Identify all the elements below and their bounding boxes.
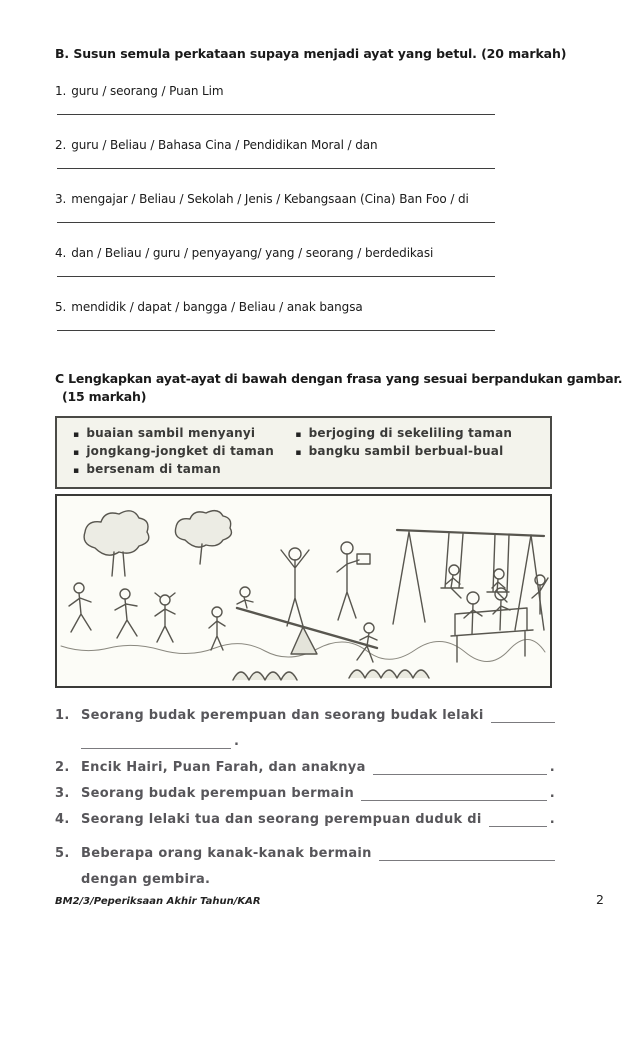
answer-blank (489, 812, 547, 827)
section-b-heading: B. Susun semula perkataan supaya menjadi ayat yang betul. (20 markah) (55, 46, 567, 61)
question-text: Seorang lelaki tua dan seorang perempuan duduk di (81, 812, 482, 827)
question-period: . (549, 760, 555, 775)
answer-blank (81, 734, 231, 749)
answer-line (57, 222, 495, 223)
bullet-icon: ▪ (73, 466, 80, 476)
answer-line (57, 114, 495, 115)
section-b-item-5 (55, 300, 587, 314)
bullet-icon: ▪ (295, 430, 302, 440)
section-b-item-3 (55, 192, 587, 206)
question-number: 2. (55, 760, 70, 775)
bullet-icon: ▪ (295, 448, 302, 458)
question-number: 4. (55, 812, 70, 827)
bullet-icon: ▪ (73, 430, 80, 440)
section-b-item-2 (55, 138, 587, 152)
question-tail-text: dengan gembira. (81, 872, 211, 887)
park-scene-svg (57, 496, 550, 686)
phrase-column-right (295, 425, 546, 479)
question-text: Beberapa orang kanak-kanak bermain (81, 846, 372, 861)
section-c-heading-line1: C Lengkapkan ayat-ayat di bawah dengan frasa yang sesuai berpandukan gambar. (55, 371, 623, 386)
phrase-text: bangku sambil berbual-bual (308, 444, 504, 458)
question-number: 1. (55, 708, 70, 723)
item-number: 3. (55, 192, 67, 206)
phrase-item (73, 461, 295, 479)
page-number: 2 (596, 892, 604, 907)
phrase-text: bersenam di taman (86, 462, 221, 476)
question-5 (55, 846, 555, 861)
page-content (55, 46, 623, 887)
question-period: . (549, 786, 555, 801)
question-number: 5. (55, 846, 70, 861)
phrase-text: jongkang-jongket di taman (86, 444, 275, 458)
question-number: 3. (55, 786, 70, 801)
phrase-column-left (73, 425, 295, 479)
question-period: . (234, 734, 240, 749)
item-text: guru / seorang / Puan Lim (71, 84, 224, 98)
section-c-heading (55, 371, 623, 404)
answer-blank (373, 760, 547, 775)
answer-blank (361, 786, 547, 801)
phrase-box (55, 416, 552, 489)
phrase-item (295, 425, 546, 443)
bullet-icon: ▪ (73, 448, 80, 458)
question-period: . (549, 812, 555, 827)
phrase-item (73, 443, 295, 461)
answer-blank (491, 708, 555, 723)
item-text: mengajar / Beliau / Sekolah / Jenis / Kebangsaan (Cina) Ban Foo / di (71, 192, 469, 206)
question-4 (55, 812, 555, 827)
phrase-text: buaian sambil menyanyi (86, 426, 256, 440)
item-number: 2. (55, 138, 67, 152)
question-text: Seorang budak perempuan dan seorang budak lelaki (81, 708, 484, 723)
question-2 (55, 760, 555, 775)
item-text: guru / Beliau / Bahasa Cina / Pendidikan Moral / dan (71, 138, 378, 152)
section-b-item-1 (55, 84, 587, 98)
item-number: 1. (55, 84, 67, 98)
question-text: Seorang budak perempuan bermain (81, 786, 355, 801)
item-text: dan / Beliau / guru / penyayang/ yang / seorang / berdedikasi (71, 246, 434, 260)
phrase-item (73, 425, 295, 443)
question-1 (55, 708, 555, 723)
page-footer (55, 892, 604, 907)
question-text: Encik Hairi, Puan Farah, dan anaknya (81, 760, 366, 775)
phrase-text: berjoging di sekeliling taman (308, 426, 513, 440)
phrase-item (295, 443, 546, 461)
question-1-continuation (81, 734, 555, 749)
question-3 (55, 786, 555, 801)
answer-blank (379, 846, 555, 861)
section-c-heading-line2: (15 markah) (62, 389, 147, 404)
answer-line (57, 330, 495, 331)
footer-reference: BM2/3/Peperiksaan Akhir Tahun/KAR (55, 896, 261, 907)
section-b-item-4 (55, 246, 587, 260)
answer-line (57, 168, 495, 169)
answer-line (57, 276, 495, 277)
item-text: mendidik / dapat / bangga / Beliau / anak bangsa (71, 300, 363, 314)
park-scene-illustration (55, 494, 552, 688)
item-number: 4. (55, 246, 67, 260)
section-c-questions (55, 708, 555, 887)
item-number: 5. (55, 300, 67, 314)
question-5-continuation (81, 872, 555, 887)
